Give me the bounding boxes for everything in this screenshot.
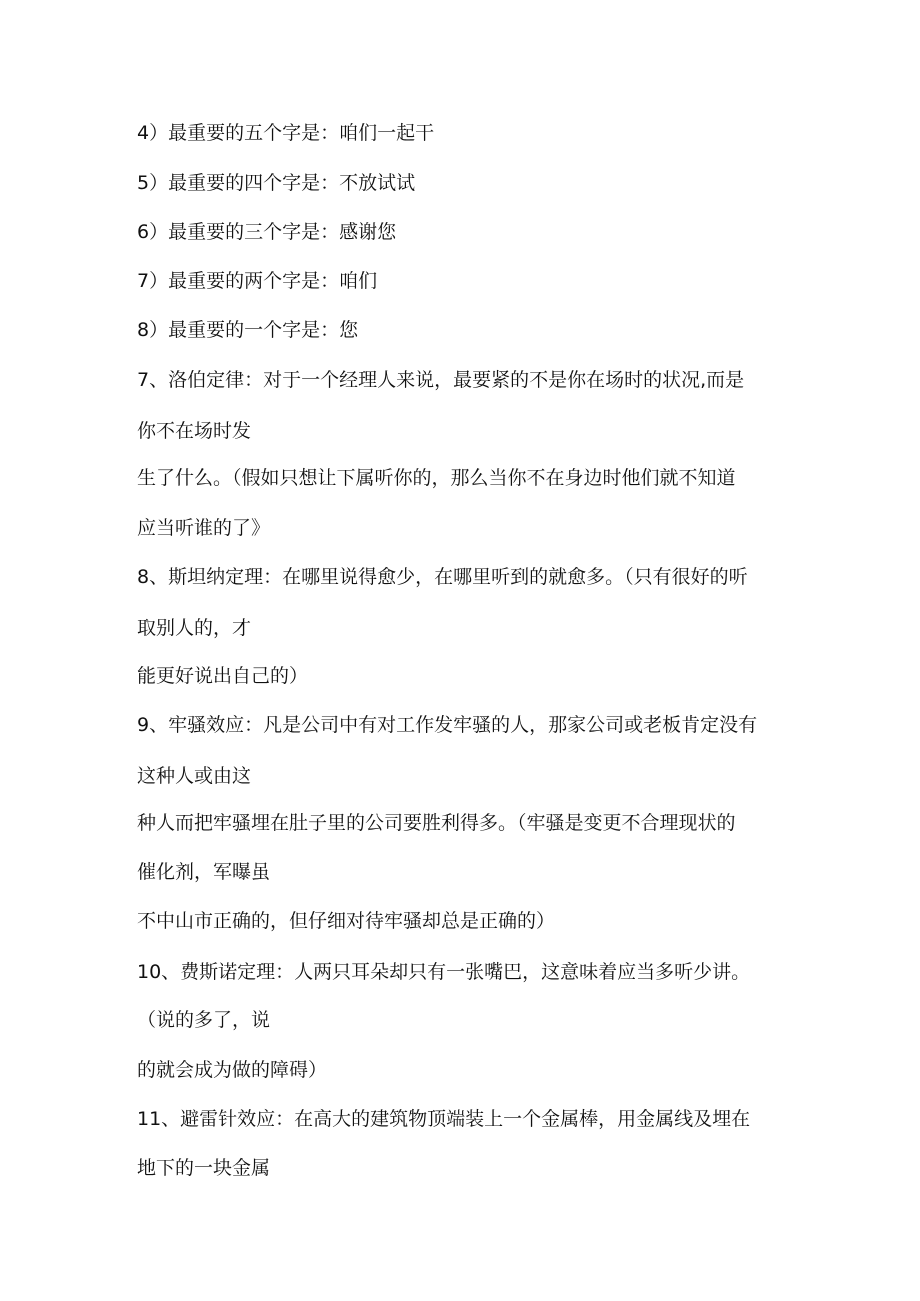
text-line: 应当听谁的了》 xyxy=(137,517,271,539)
text-line: 生了什么。（假如只想让下属听你的，那么当你不在身边时他们就不知道 xyxy=(137,467,736,489)
text-line: 取别人的，才 xyxy=(137,617,252,639)
text-line: 不中山市正确的，但仔细对待牢骚却总是正确的） xyxy=(137,910,556,932)
text-line: 地下的一块金属 xyxy=(137,1157,271,1179)
text-line: （说的多了，说 xyxy=(137,1009,271,1031)
text-line: 催化剂，军曝虽 xyxy=(137,861,271,883)
text-line: 能更好说出自己的） xyxy=(137,665,309,687)
text-line: 9、牢骚效应：凡是公司中有对工作发牢骚的人，那家公司或老板肯定没有 xyxy=(137,714,758,736)
text-line: 7）最重要的两个字是：咱们 xyxy=(137,270,378,292)
text-line: 的就会成为做的障碍） xyxy=(137,1059,328,1081)
text-line: 8）最重要的一个字是：您 xyxy=(137,319,359,341)
text-line: 11、避雷针效应：在高大的建筑物顶端装上一个金属棒，用金属线及埋在 xyxy=(137,1108,751,1130)
text-line: 这种人或由这 xyxy=(137,765,252,787)
text-line: 你不在场时发 xyxy=(137,420,252,442)
text-line: 种人而把牢骚埋在肚子里的公司要胜利得多。（牢骚是变更不合理现状的 xyxy=(137,812,736,834)
text-line: 4）最重要的五个字是：咱们一起干 xyxy=(137,122,435,144)
text-line: 8、斯坦纳定理：在哪里说得愈少，在哪里听到的就愈多。（只有很好的听 xyxy=(137,566,748,588)
text-line: 6）最重要的三个字是：感谢您 xyxy=(137,221,397,243)
text-line: 5）最重要的四个字是：不放试试 xyxy=(137,172,416,194)
text-line: 10、费斯诺定理：人两只耳朵却只有一张嘴巴，这意味着应当多听少讲。 xyxy=(137,961,751,983)
text-line: 7、洛伯定律：对于一个经理人来说，最要紧的不是你在场时的状况,而是 xyxy=(137,369,745,391)
